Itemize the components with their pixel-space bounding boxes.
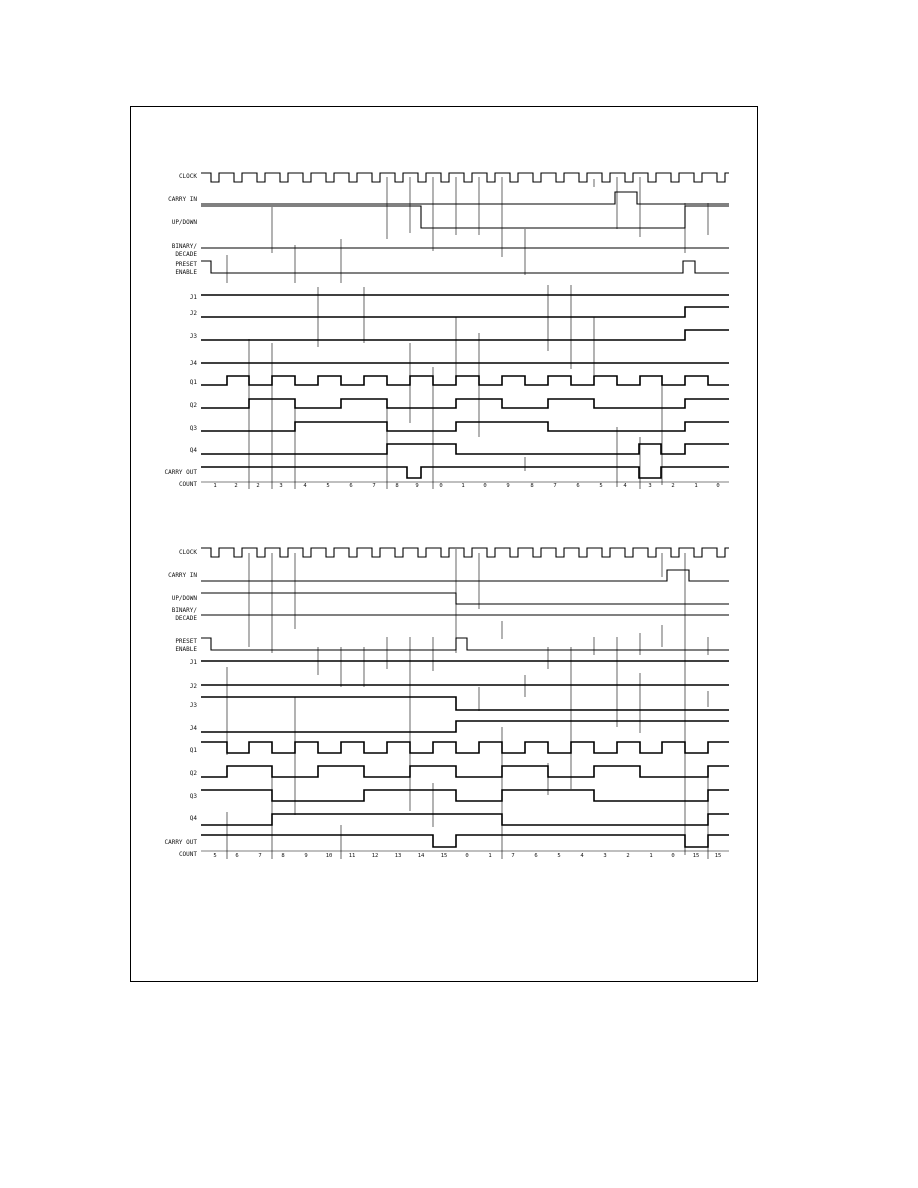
count-value: 4 [303, 483, 307, 489]
waveform-clock-1 [201, 173, 729, 182]
label-carry-in: CARRY IN [168, 196, 197, 203]
waveform-q3-2 [201, 790, 729, 801]
count-value: 9 [506, 483, 510, 489]
label-q2: Q2 [189, 402, 197, 409]
waveform-j2-1 [201, 307, 729, 317]
waveform-preset-enable-1 [201, 261, 729, 273]
count-values-1 [213, 483, 719, 489]
count-value: 3 [603, 853, 607, 859]
waveform-carry-out-1 [201, 467, 729, 478]
label-count: COUNT [178, 481, 197, 488]
count-value: 6 [235, 853, 239, 859]
label-j2: J2 [189, 683, 197, 690]
count-value: 5 [599, 483, 603, 489]
count-value: 10 [325, 853, 333, 859]
count-value: 1 [694, 483, 698, 489]
signal-labels-1 [164, 173, 197, 488]
count-value: 13 [394, 853, 402, 859]
count-value: 2 [256, 483, 260, 489]
count-value: 5 [213, 853, 217, 859]
count-value: 2 [671, 483, 675, 489]
label-q2: Q2 [189, 770, 197, 777]
count-value: 8 [281, 853, 285, 859]
waveform-q1-2 [201, 742, 729, 753]
label-preset-enable-line2: ENABLE [175, 646, 197, 653]
label-up-down: UP/DOWN [171, 595, 197, 602]
count-value: 7 [553, 483, 557, 489]
label-count: COUNT [178, 851, 197, 858]
signal-labels-2 [164, 549, 197, 858]
count-value: 3 [648, 483, 652, 489]
reference-lines-1 [227, 177, 708, 489]
label-carry-out: CARRY OUT [164, 469, 197, 476]
label-j1: J1 [189, 659, 197, 666]
count-value: 15 [692, 853, 700, 859]
count-value: 15 [440, 853, 448, 859]
figure-frame [130, 106, 758, 982]
label-j4: J4 [189, 360, 197, 367]
waveform-up-down-1 [201, 206, 729, 228]
waveform-clock-2 [201, 548, 729, 557]
count-value: 7 [511, 853, 515, 859]
label-j1: J1 [189, 294, 197, 301]
label-q3: Q3 [189, 425, 197, 432]
label-j2: J2 [189, 310, 197, 317]
waveforms-2 [201, 548, 729, 851]
count-value: 0 [465, 853, 469, 859]
waveform-preset-enable-2 [201, 638, 729, 650]
waveform-q2-1 [201, 399, 729, 408]
waveform-q3-1 [201, 422, 729, 431]
label-binary-decade-line1: BINARY/ [171, 243, 197, 250]
waveform-q1-1 [201, 376, 729, 385]
waveform-q4-1 [201, 444, 729, 454]
count-value: 1 [488, 853, 492, 859]
label-q1: Q1 [189, 747, 197, 754]
label-clock: CLOCK [178, 173, 197, 180]
count-value: 9 [415, 483, 419, 489]
waveform-q2-2 [201, 766, 729, 777]
count-value: 12 [371, 853, 379, 859]
waveform-carry-out-2 [201, 835, 729, 847]
label-binary-decade-line2: DECADE [175, 251, 197, 258]
timing-diagram-2 [164, 548, 729, 859]
label-q4: Q4 [189, 447, 197, 454]
label-carry-in: CARRY IN [168, 572, 197, 579]
waveforms-1 [201, 173, 729, 482]
count-value: 2 [626, 853, 630, 859]
timing-diagram-1 [164, 173, 729, 489]
waveform-carry-in-2 [201, 570, 729, 581]
count-value: 3 [279, 483, 283, 489]
count-value: 11 [348, 853, 356, 859]
waveform-up-down-2 [201, 593, 729, 604]
waveform-j3-2 [201, 697, 729, 710]
count-value: 6 [534, 853, 538, 859]
label-j4: J4 [189, 725, 197, 732]
waveform-j3-1 [201, 330, 729, 340]
count-value: 8 [395, 483, 399, 489]
count-value: 4 [623, 483, 627, 489]
label-preset-enable-line2: ENABLE [175, 269, 197, 276]
count-value: 0 [671, 853, 675, 859]
waveform-j4-2 [201, 721, 729, 732]
count-value: 6 [576, 483, 580, 489]
label-q1: Q1 [189, 379, 197, 386]
label-clock: CLOCK [178, 549, 197, 556]
timing-diagrams [131, 107, 759, 983]
label-preset-enable-line1: PRESET [175, 261, 197, 268]
count-value: 14 [417, 853, 425, 859]
waveform-carry-in-1 [201, 192, 729, 204]
count-value: 7 [258, 853, 262, 859]
count-value: 7 [372, 483, 376, 489]
waveform-q4-2 [201, 814, 729, 825]
label-preset-enable-line1: PRESET [175, 638, 197, 645]
count-value: 2 [234, 483, 238, 489]
count-value: 6 [349, 483, 353, 489]
count-value: 1 [461, 483, 465, 489]
count-value: 15 [714, 853, 722, 859]
label-q3: Q3 [189, 793, 197, 800]
reference-lines-2 [227, 549, 708, 859]
count-value: 8 [530, 483, 534, 489]
label-binary-decade-line1: BINARY/ [171, 607, 197, 614]
label-binary-decade-line2: DECADE [175, 615, 197, 622]
label-carry-out: CARRY OUT [164, 839, 197, 846]
count-value: 5 [557, 853, 561, 859]
count-values-2 [213, 853, 721, 859]
count-value: 1 [213, 483, 217, 489]
label-up-down: UP/DOWN [171, 219, 197, 226]
count-value: 0 [439, 483, 443, 489]
label-j3: J3 [189, 702, 197, 709]
count-value: 5 [326, 483, 330, 489]
count-value: 1 [649, 853, 653, 859]
label-q4: Q4 [189, 815, 197, 822]
count-value: 4 [580, 853, 584, 859]
label-j3: J3 [189, 333, 197, 340]
count-value: 0 [716, 483, 720, 489]
count-value: 9 [304, 853, 308, 859]
count-value: 0 [483, 483, 487, 489]
